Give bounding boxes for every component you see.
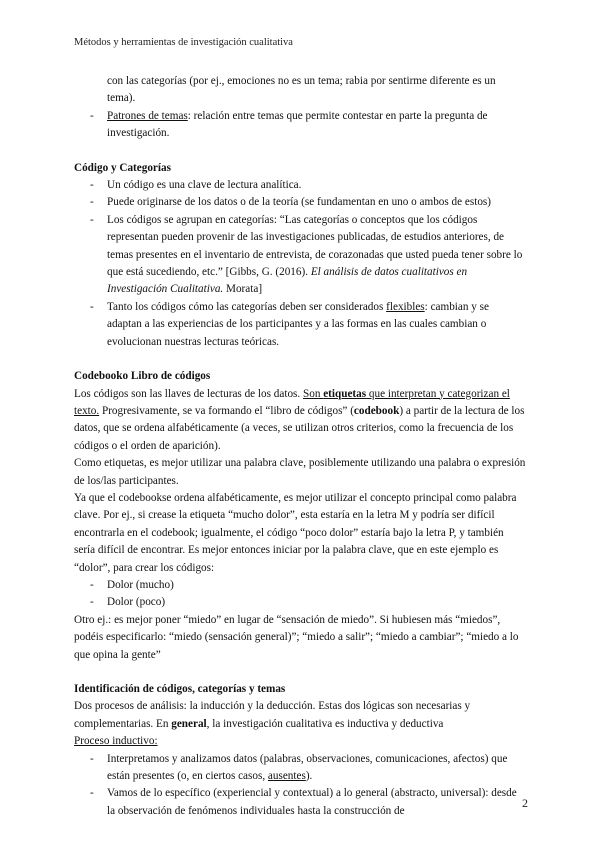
- codes-example-list: [74, 577, 526, 612]
- dash-bullet: -: [90, 196, 94, 209]
- underlined-text: que interpretan y categorizan el texto.: [74, 387, 510, 417]
- list-text: Vamos de lo específico (experiencial y contextual) a lo general (abstracto, universal): desde la observación de fenómenos individuales hasta la construcción de: [107, 787, 517, 817]
- dash-bullet: -: [90, 578, 94, 591]
- subheading: Proceso inductivo:: [74, 735, 158, 748]
- list-text: Tanto los códigos cómo las categorías deben ser considerados: [107, 300, 387, 313]
- section-heading: Código y Categorías: [74, 161, 171, 174]
- dash-bullet: -: [90, 213, 94, 226]
- list-item: [74, 177, 526, 194]
- underlined-term: flexibles: [386, 300, 425, 313]
- paragraph-text: , la investigación cualitativa es inductiva y deductiva: [206, 717, 444, 730]
- section-heading: Codebooko Libro de códigos: [74, 370, 211, 383]
- intro-list: [74, 73, 526, 143]
- dash-bullet: -: [90, 179, 94, 192]
- list-text: Puede originarse de los datos o de la teoría (se fundamentan en uno o ambos de estos): [107, 196, 491, 209]
- list-text: : cambian y se adaptan a las experiencias de los participantes y a las formas en las cuales cambian o evolucionan nuestras lecturas teóricas.: [107, 300, 489, 348]
- page-number: 2: [522, 796, 528, 810]
- inductive-list: [74, 751, 526, 821]
- term-label: Patrones de temas: [107, 109, 188, 122]
- list-text: Dolor (poco): [107, 596, 166, 609]
- list-text: Un código es una clave de lectura analítica.: [107, 179, 302, 192]
- dash-bullet: -: [90, 300, 94, 313]
- list-item: [74, 108, 526, 143]
- list-item: [74, 751, 526, 786]
- list-item: [74, 212, 526, 299]
- dash-bullet: -: [90, 787, 94, 800]
- running-header: Métodos y herramientas de investigación cualitativa: [74, 37, 293, 48]
- dash-bullet: -: [90, 109, 94, 122]
- citation-publisher: Morata]: [223, 283, 263, 296]
- term-definition: : relación entre temas que permite contestar en parte la pregunta de investigación.: [107, 109, 488, 140]
- paragraph: [74, 698, 526, 733]
- bold-term: codebook: [353, 404, 400, 417]
- list-text: Dolor (mucho): [107, 578, 174, 591]
- paragraph-text: Progresivamente, se va formando el “libro de códigos” (: [99, 404, 354, 417]
- bold-term: general: [171, 717, 207, 730]
- list-item: [74, 594, 526, 611]
- paragraph: Otro ej.: es mejor poner “miedo” en lugar de “sensación de miedo”. Si hubiesen más “miedos”, podéis especificarlo: “miedo (sensación general)”; “miedo a salir”; “miedo a cambiar”; “miedo a lo que opina la gente”: [74, 613, 519, 661]
- list-item: [74, 785, 526, 820]
- page-content: [74, 73, 526, 820]
- paragraph: Como etiquetas, es mejor utilizar una palabra clave, posiblemente utilizando una palabra o expresión de los/las participantes.: [74, 457, 526, 487]
- dash-bullet: -: [90, 596, 94, 609]
- list-text: Interpretamos y analizamos datos (palabras, observaciones, comunicaciones, afectos) que están presentes (o, en ciertos casos,: [107, 752, 508, 783]
- codigo-list: [74, 177, 526, 351]
- dash-bullet: -: [90, 752, 94, 765]
- paragraph-text: Los códigos son las llaves de lecturas de los datos.: [74, 387, 303, 400]
- list-item: [74, 299, 526, 351]
- underlined-bold-term: etiquetas: [323, 387, 367, 400]
- continued-text: con las categorías (por ej., emociones no es un tema; rabia por sentirme diferente es un tema).: [107, 75, 496, 105]
- list-text: Los códigos se agrupan en categorías: “Las categorías o conceptos que los códigos representan pueden provenir de las investigaciones publicadas, de estudios anteriores, de temas presentes en el inventario de entrevista, de corazonadas que usted pueda tener sobre lo que está sucediendo, etc.” [Gibbs, G. (2016).: [107, 213, 523, 279]
- underlined-term: ausentes: [267, 770, 306, 783]
- paragraph: [74, 386, 526, 456]
- section-heading: Identificación de códigos, categorías y temas: [74, 683, 286, 695]
- underlined-text: Son: [303, 387, 324, 400]
- paragraph-text: Dos procesos de análisis: la inducción y la deducción. Estas dos lógicas son necesarias y complementarias. En: [74, 700, 471, 730]
- list-item: [74, 73, 526, 108]
- paragraph: Ya que el codebookse ordena alfabéticamente, es mejor utilizar el concepto principal como palabra clave. Por ej., si crease la etiqueta “mucho dolor”, esta estaría en la letra M y podría ser difícil encontrarla en el codebook; igualmente, el código “poco dolor” estaría bajo la letra P, y también sería difícil de encontrar. Es mejor entonces iniciar por la palabra clave, que en este ejemplo es “dolor”, para crear los códigos:: [74, 491, 517, 574]
- list-item: [74, 194, 526, 211]
- list-text: ).: [305, 770, 313, 783]
- paragraph-text: ) a partir de la lectura de los datos, que se ordena alfabéticamente (a veces, se utilizan otros criterios, como la frecuencia de los códigos o el orden de aparición).: [74, 404, 525, 452]
- citation-title: El análisis de datos cualitativos en Investigación Cualitativa.: [107, 266, 468, 296]
- list-item: [74, 577, 526, 594]
